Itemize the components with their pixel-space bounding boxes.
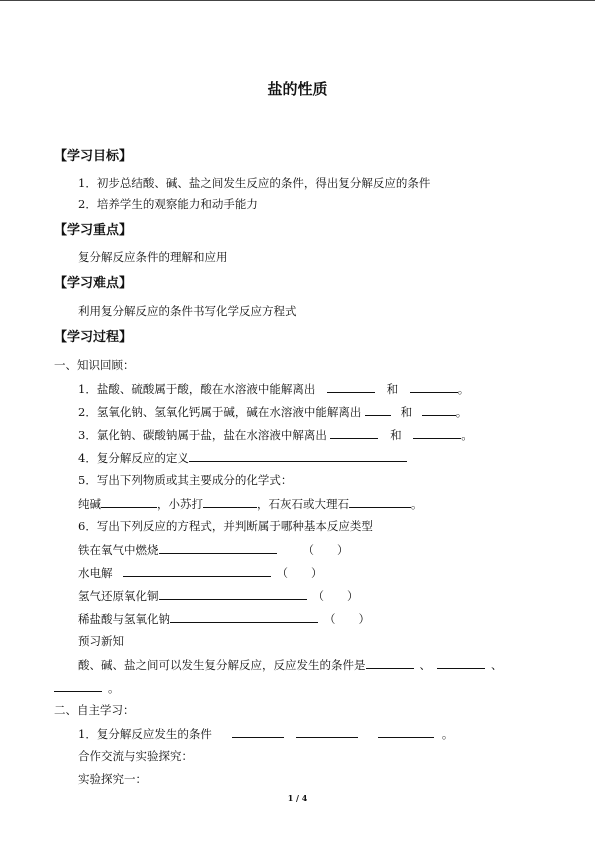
answer-blank[interactable] <box>330 426 378 439</box>
punctuation: 。 <box>455 405 468 419</box>
answer-blank[interactable] <box>54 679 102 692</box>
item-label: ，小苏打 <box>157 497 203 511</box>
reaction-label: 稀盐酸与氢氧化钠 <box>78 612 170 626</box>
question-text: 1．复分解反应发生的条件 <box>78 727 212 741</box>
section-heading-goals: 【学习目标】 <box>54 149 133 164</box>
question-3 <box>78 426 473 443</box>
punctuation: 、 <box>491 658 503 672</box>
reaction-label: 水电解 <box>78 566 113 580</box>
part2-heading: 二、自主学习： <box>54 703 135 717</box>
punctuation: 。 <box>461 428 473 442</box>
reaction-type-blank[interactable]: （ ） <box>302 543 349 557</box>
reaction-label: 氢气还原氧化铜 <box>78 589 159 603</box>
goal-item: 2．培养学生的观察能力和动手能力 <box>78 197 258 211</box>
key-point-text: 复分解反应条件的理解和应用 <box>78 250 228 264</box>
question-text: 4．复分解反应的定义 <box>78 451 189 465</box>
reaction-label: 铁在氧气中燃烧 <box>78 543 159 557</box>
question-6: 6．写出下列反应的方程式，并判断属于哪种基本反应类型 <box>78 519 373 533</box>
question-1 <box>78 380 469 397</box>
answer-blank[interactable] <box>349 495 411 508</box>
answer-blank[interactable] <box>366 656 414 669</box>
answer-blank[interactable] <box>159 587 307 600</box>
goal-item: 1．初步总结酸、碱、盐之间发生反应的条件，得出复分解反应的条件 <box>78 176 431 190</box>
punctuation: 。 <box>411 497 423 511</box>
answer-blank[interactable] <box>437 656 485 669</box>
item-label: 纯碱 <box>78 497 101 511</box>
reaction-type-blank[interactable]: （ ） <box>324 612 370 626</box>
answer-blank[interactable] <box>422 403 456 416</box>
answer-blank[interactable] <box>327 380 375 393</box>
question-4 <box>78 449 407 466</box>
reaction-type-blank[interactable]: （ ） <box>276 566 323 580</box>
question-2 <box>78 403 467 420</box>
part2-question-1 <box>78 725 453 742</box>
question-text: 2．氢氧化钠、氢氧化钙属于碱，碱在水溶液中能解离出 <box>78 405 362 419</box>
preview-heading: 预习新知 <box>78 634 124 648</box>
preview-question-continued <box>54 679 120 696</box>
conjunction-text: 和 <box>400 405 413 419</box>
experiment-1-heading: 实验探究一： <box>78 772 147 786</box>
conjunction-text: 和 <box>386 382 399 396</box>
answer-blank[interactable] <box>378 725 434 738</box>
answer-blank[interactable] <box>189 449 407 462</box>
answer-blank[interactable] <box>365 403 391 416</box>
answer-blank[interactable] <box>170 610 318 623</box>
top-border-line <box>0 0 595 1</box>
reaction-row <box>78 610 370 627</box>
answer-blank[interactable] <box>413 426 461 439</box>
question-text: 3．氯化钠、碳酸钠属于盐，盐在水溶液中解离出 <box>78 428 327 442</box>
reaction-row <box>78 587 359 604</box>
punctuation: 、 <box>419 658 431 672</box>
page-title: 盐的性质 <box>267 80 328 98</box>
answer-blank[interactable] <box>232 725 284 738</box>
question-5-answers <box>78 495 423 512</box>
preview-question <box>78 656 509 673</box>
conjunction-text: 和 <box>390 428 402 442</box>
difficulty-text: 利用复分解反应的条件书写化学反应方程式 <box>78 304 297 318</box>
section-heading-process: 【学习过程】 <box>54 330 133 345</box>
cooperation-heading: 合作交流与实验探究： <box>78 749 193 763</box>
section-heading-difficulty: 【学习难点】 <box>54 276 133 291</box>
question-text: 1．盐酸、硫酸属于酸，酸在水溶液中能解离出 <box>78 382 316 396</box>
answer-blank[interactable] <box>101 495 157 508</box>
section-heading-key: 【学习重点】 <box>54 223 133 238</box>
question-text: 酸、碱、盐之间可以发生复分解反应，反应发生的条件是 <box>78 658 366 672</box>
reaction-type-blank[interactable]: （ ） <box>312 589 359 603</box>
answer-blank[interactable] <box>123 564 271 577</box>
question-5: 5．写出下列物质或其主要成分的化学式： <box>78 473 293 487</box>
punctuation: 。 <box>457 382 470 396</box>
answer-blank[interactable] <box>296 725 358 738</box>
reaction-row <box>78 564 323 581</box>
punctuation: 。 <box>441 727 454 741</box>
answer-blank[interactable] <box>410 380 458 393</box>
answer-blank[interactable] <box>159 541 277 554</box>
part1-heading: 一、知识回顾： <box>54 358 135 372</box>
item-label: ，石灰石或大理石 <box>257 497 349 511</box>
page-number: 1 / 4 <box>287 793 308 803</box>
reaction-row <box>78 541 349 558</box>
punctuation: 。 <box>108 681 120 695</box>
answer-blank[interactable] <box>203 495 257 508</box>
